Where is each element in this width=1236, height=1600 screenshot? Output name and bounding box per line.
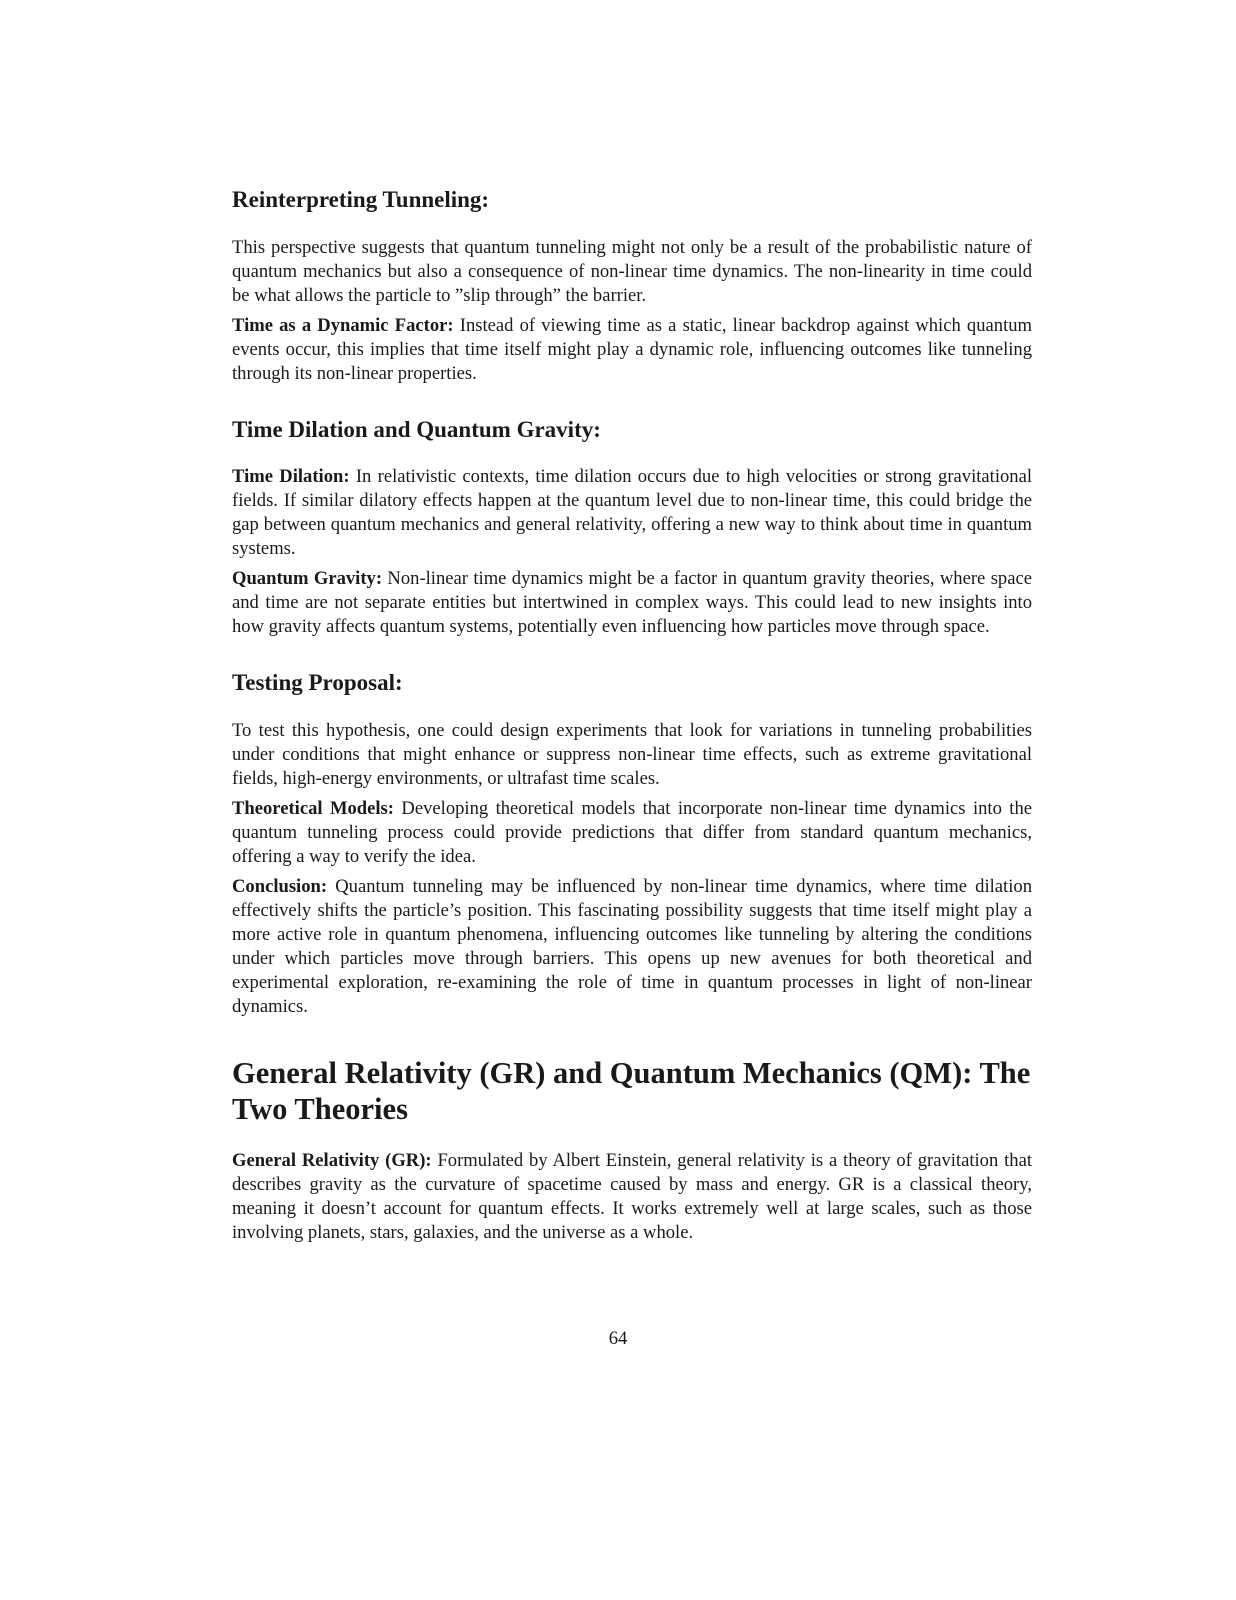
paragraph: Time as a Dynamic Factor: Instead of viewing time as a static, linear backdrop against which quantum events occur, this implies that time itself might play a dynamic role, influencing outcomes like tunneling through its non-linear properties. xyxy=(232,314,1032,384)
paragraph: Conclusion: Quantum tunneling may be influenced by non-linear time dynamics, where time dilation effectively shifts the particle’s position. This fascinating possibility suggests that time itself might play a more active role in quantum phenomena, influencing outcomes like tunneling by altering the conditions under which particles move through barriers. This opens up new avenues for both theoretical and experimental exploration, re-examining the role of time in quantum processes in light of non-linear dynamics. xyxy=(232,875,1032,1017)
section-gr-qm xyxy=(232,1055,1032,1245)
paragraph-label: Time Dilation: xyxy=(232,466,350,488)
paragraph-label: Time as a Dynamic Factor: xyxy=(232,314,454,336)
paragraph-label: Quantum Gravity: xyxy=(232,568,383,590)
paragraph: Time Dilation: In relativistic contexts, time dilation occurs due to high velocities or strong gravitational fields. If similar dilatory effects happen at the quantum level due to non-linear time, this could bridge the gap between quantum mechanics and general relativity, offering a new way to think about time in quantum systems. xyxy=(232,466,1032,560)
subsection-heading: Reinterpreting Tunneling: xyxy=(232,187,490,212)
paragraph-label: Theoretical Models: xyxy=(232,797,394,819)
paragraph: This perspective suggests that quantum tunneling might not only be a result of the probabilistic nature of quantum mechanics but also a consequence of non-linear time dynamics. The non-linearity in time could be what allows the particle to ”slip through” the barrier. xyxy=(232,236,1032,306)
paragraph: Theoretical Models: Developing theoretical models that incorporate non-linear time dynamics into the quantum tunneling process could provide predictions that differ from standard quantum mechanics, offering a way to verify the idea. xyxy=(232,797,1032,867)
section-testing-proposal xyxy=(232,669,1032,1019)
page-body xyxy=(232,186,1032,1275)
subsection-heading: Testing Proposal: xyxy=(232,670,403,696)
paragraph: General Relativity (GR): Formulated by Albert Einstein, general relativity is a theory of gravitation that describes gravity as the curvature of spacetime caused by mass and energy. GR is a classical theory, meaning it doesn’t account for quantum effects. It works extremely well at large scales, such as those involving planets, stars, galaxies, and the universe as a whole. xyxy=(232,1149,1032,1243)
page-number: 64 xyxy=(608,1328,628,1349)
paragraph: Quantum Gravity: Non-linear time dynamics might be a factor in quantum gravity theories, where space and time are not separate entities but intertwined in complex ways. This could lead to new insights into how gravity affects quantum systems, potentially even influencing how particles move through space. xyxy=(232,568,1032,638)
subsection-heading: Time Dilation and Quantum Gravity: xyxy=(232,416,601,442)
section-reinterpreting-tunneling xyxy=(232,186,1032,386)
paragraph-label: General Relativity (GR): xyxy=(232,1149,432,1171)
paragraph-label: Conclusion: xyxy=(232,875,328,897)
paragraph: To test this hypothesis, one could design experiments that look for variations in tunneling probabilities under conditions that might enhance or suppress non-linear time effects, such as extreme gravitational fields, high-energy environments, or ultrafast time scales. xyxy=(232,719,1032,789)
section-heading: General Relativity (GR) and Quantum Mechanics (QM): The Two Theories xyxy=(232,1055,1031,1126)
section-time-dilation xyxy=(232,416,1032,640)
